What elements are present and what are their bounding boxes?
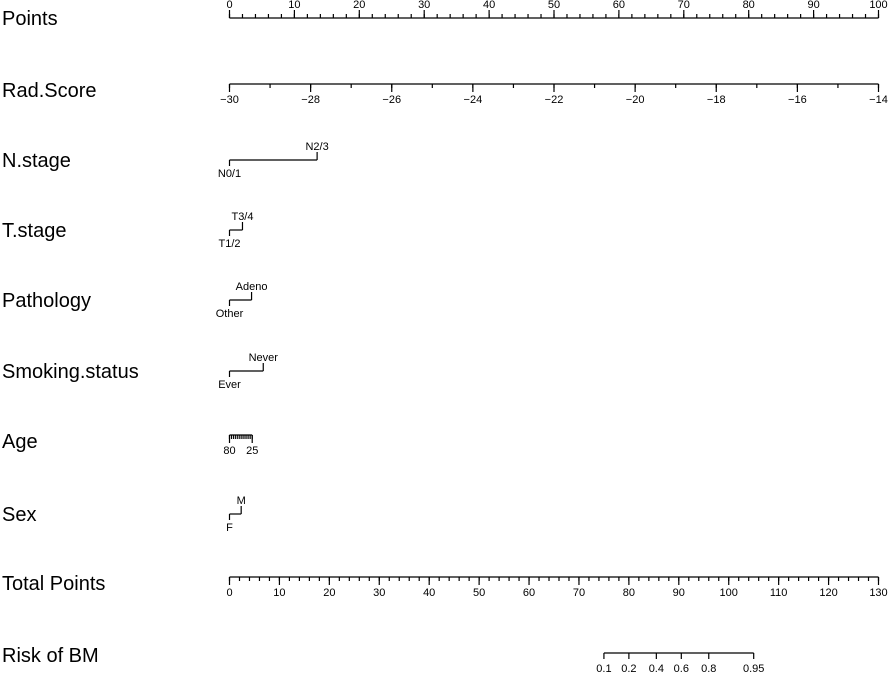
risk-tick-label-4: 0.8	[701, 663, 717, 674]
tick-label-8-4: 40	[423, 587, 436, 599]
tick-label-1-7: −16	[788, 94, 807, 106]
level-label-5-0: Ever	[218, 379, 241, 391]
row-label-5: Smoking.status	[2, 361, 139, 383]
risk-tick-label-5: 0.95	[742, 663, 765, 674]
tick-label-0-3: 30	[418, 0, 431, 11]
risk-tick-label-3: 0.6	[673, 663, 689, 674]
row-label-6: Age	[2, 431, 38, 453]
level-label-4-0: Other	[215, 308, 244, 320]
row-label-0: Points	[2, 8, 58, 30]
risk-tick-label-1: 0.2	[621, 663, 637, 674]
row-label-4: Pathology	[2, 290, 91, 312]
tick-label-0-8: 80	[742, 0, 755, 11]
risk-tick-label-2: 0.4	[648, 663, 664, 674]
tick-label-1-3: −24	[463, 94, 483, 106]
tick-label-8-3: 30	[373, 587, 386, 599]
tick-label-6-1: 25	[246, 445, 259, 457]
tick-label-8-13: 130	[869, 587, 888, 599]
level-label-2-1: N2/3	[305, 141, 329, 153]
tick-label-8-2: 20	[323, 587, 336, 599]
tick-label-0-5: 50	[547, 0, 561, 11]
tick-label-0-1: 10	[288, 0, 301, 11]
tick-label-0-6: 60	[612, 0, 626, 11]
tick-label-0-0: 0	[226, 0, 233, 11]
tick-label-0-2: 20	[353, 0, 366, 11]
tick-label-8-1: 10	[273, 587, 286, 599]
level-label-4-1: Adeno	[235, 281, 268, 293]
row-label-1: Rad.Score	[2, 80, 97, 102]
tick-label-8-6: 60	[522, 587, 536, 599]
tick-label-8-11: 110	[769, 587, 788, 599]
tick-label-1-8: −14	[869, 94, 888, 106]
tick-label-8-0: 0	[226, 587, 233, 599]
row-label-8: Total Points	[2, 573, 106, 595]
tick-label-8-7: 70	[572, 587, 586, 599]
tick-label-8-10: 100	[719, 587, 738, 599]
level-label-7-0: F	[226, 522, 233, 534]
tick-label-8-9: 90	[672, 587, 685, 599]
level-label-5-1: Never	[248, 352, 278, 364]
level-label-3-0: T1/2	[218, 238, 241, 250]
row-label-2: N.stage	[2, 150, 71, 172]
row-label-9: Risk of BM	[2, 645, 99, 667]
tick-label-0-10: 100	[869, 0, 888, 11]
tick-label-8-12: 120	[819, 587, 838, 599]
level-label-7-1: M	[236, 495, 246, 507]
tick-label-1-5: −20	[625, 94, 645, 106]
row-label-7: Sex	[2, 504, 37, 526]
row-label-3: T.stage	[2, 220, 67, 242]
tick-label-0-9: 90	[807, 0, 820, 11]
tick-label-1-2: −26	[382, 94, 402, 106]
level-label-3-1: T3/4	[231, 211, 254, 223]
tick-label-1-6: −18	[706, 94, 726, 106]
tick-label-8-8: 80	[622, 587, 636, 599]
tick-label-1-4: −22	[544, 94, 564, 106]
tick-label-8-5: 50	[472, 587, 486, 599]
tick-label-0-4: 40	[482, 0, 496, 11]
tick-label-1-0: −30	[220, 94, 239, 106]
risk-tick-label-0: 0.1	[596, 663, 612, 674]
tick-label-6-0: 80	[223, 445, 236, 457]
tick-label-0-7: 70	[677, 0, 690, 11]
level-label-2-0: N0/1	[217, 168, 242, 180]
tick-label-1-1: −28	[301, 94, 320, 106]
